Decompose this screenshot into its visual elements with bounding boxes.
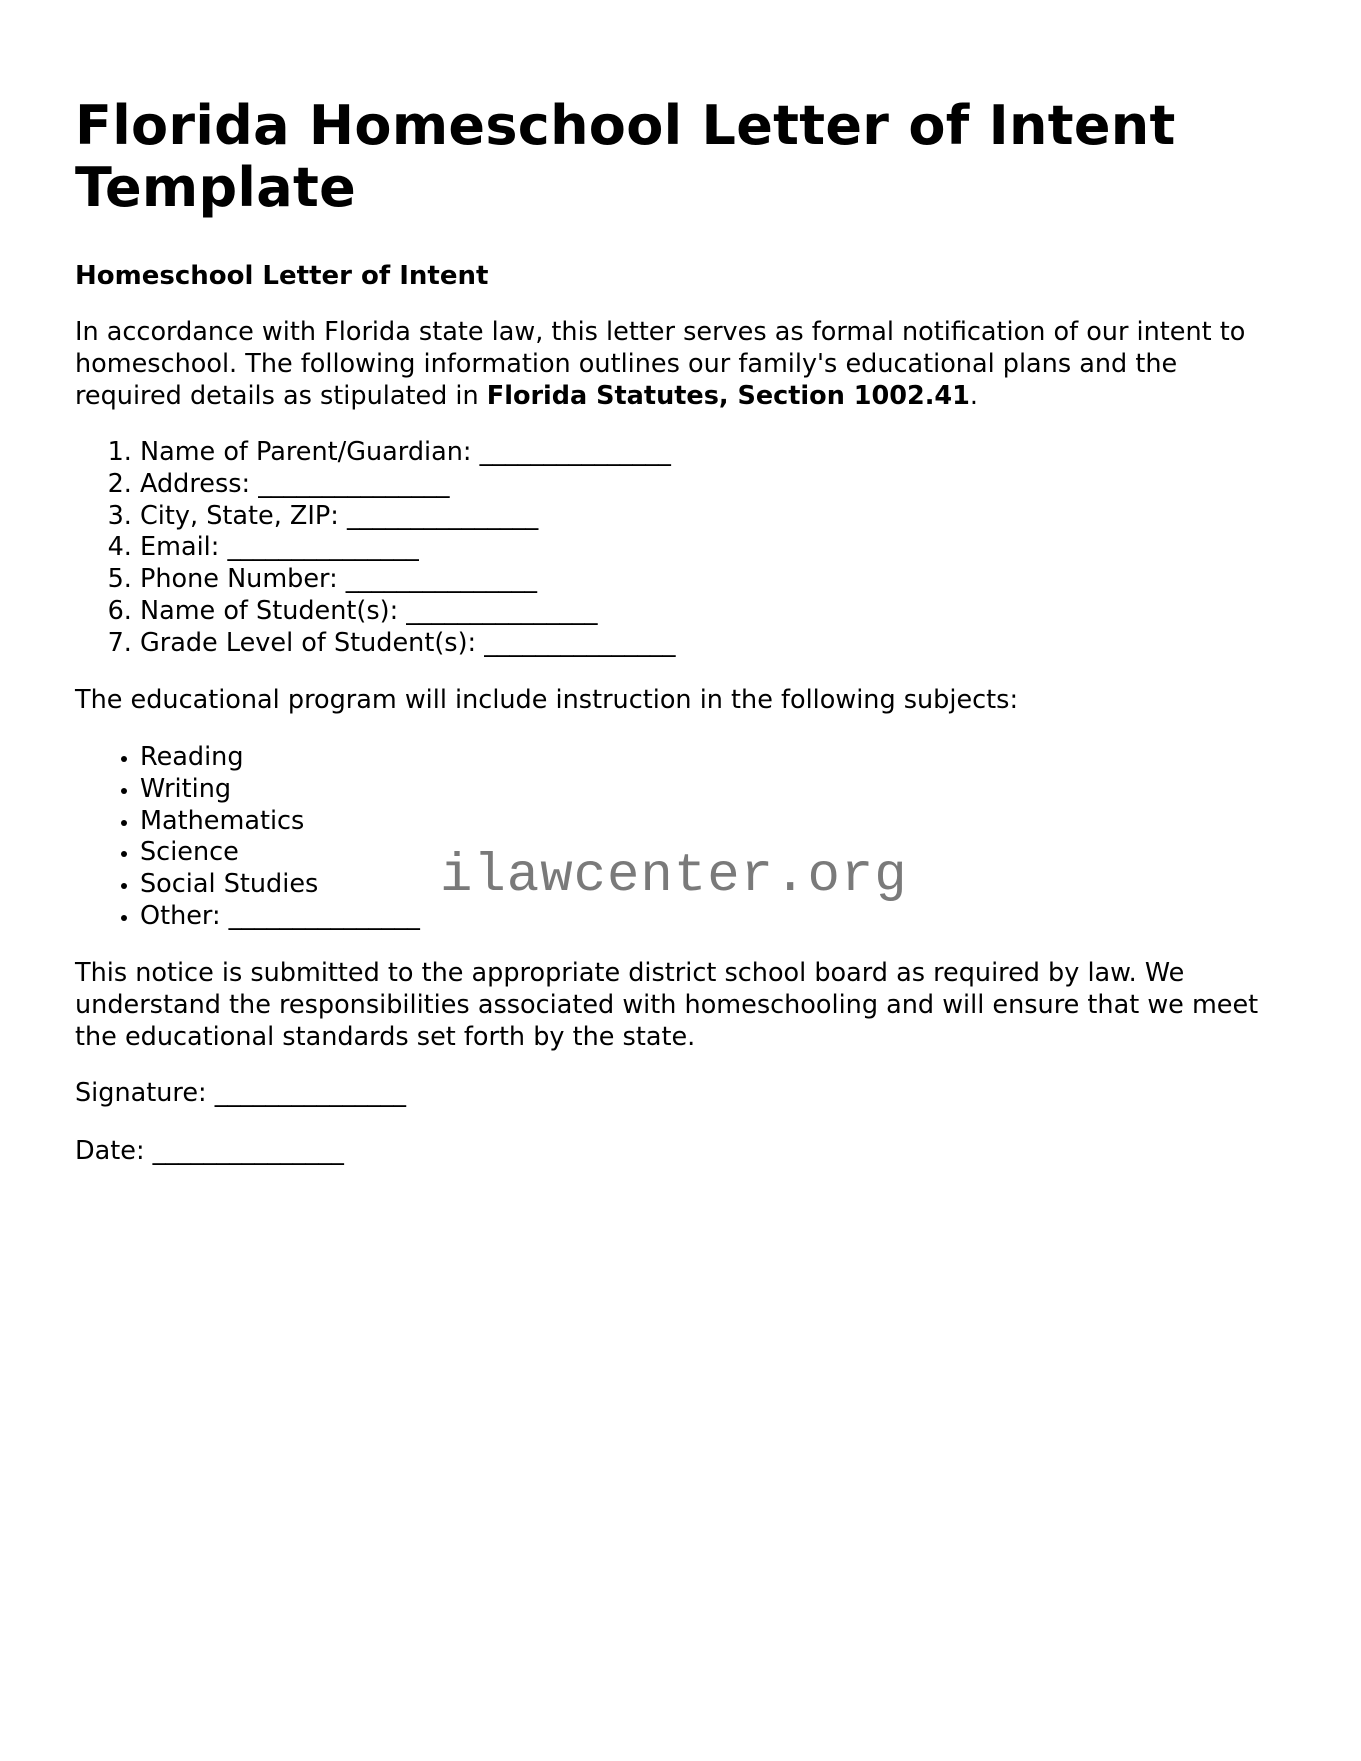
field-grade-level: 7. Grade Level of Student(s): _______________ [140,628,675,660]
letter-heading: Homeschool Letter of Intent [75,261,489,291]
document-title: Florida Homeschool Letter of Intent Template [75,94,1176,219]
intro-paragraph [75,317,1275,412]
subject-social-studies: • Social Studies [140,869,420,901]
field-email: 4. Email: _______________ [140,532,675,564]
subject-other: • Other: _______________ [140,901,420,933]
field-city-state-zip: 3. City, State, ZIP: _______________ [140,501,675,533]
field-parent-name: 1. Name of Parent/Guardian: _______________ [140,437,675,469]
subjects-list [75,742,420,933]
signature-line: Signature: _______________ [75,1078,406,1108]
subject-writing: • Writing [140,774,420,806]
field-student-name: 6. Name of Student(s): _______________ [140,596,675,628]
intro-end: . [969,380,978,411]
subject-science: • Science [140,837,420,869]
field-address: 2. Address: _______________ [140,469,675,501]
subject-mathematics: • Mathematics [140,806,420,838]
subject-reading: • Reading [140,742,420,774]
notice-paragraph: This notice is submitted to the appropriate district school board as required by law. We understand the responsibilities associated with homeschooling and will ensure that we meet the educational standards set forth by the state. [75,958,1259,1052]
date-line: Date: _______________ [75,1136,344,1166]
program-intro: The educational program will include instruction in the following subjects: [75,685,1019,715]
intro-text: In accordance with Florida state law, this letter serves as formal notification of our intent to homeschool. The following information outlines our family's educational plans and the required details as stipulated in [75,317,1246,411]
statute-reference: Florida Statutes, Section 1002.41 [486,380,970,411]
watermark-text: ilawcenter.org [440,846,908,907]
field-phone: 5. Phone Number: _______________ [140,564,675,596]
information-fields-list [75,437,675,660]
